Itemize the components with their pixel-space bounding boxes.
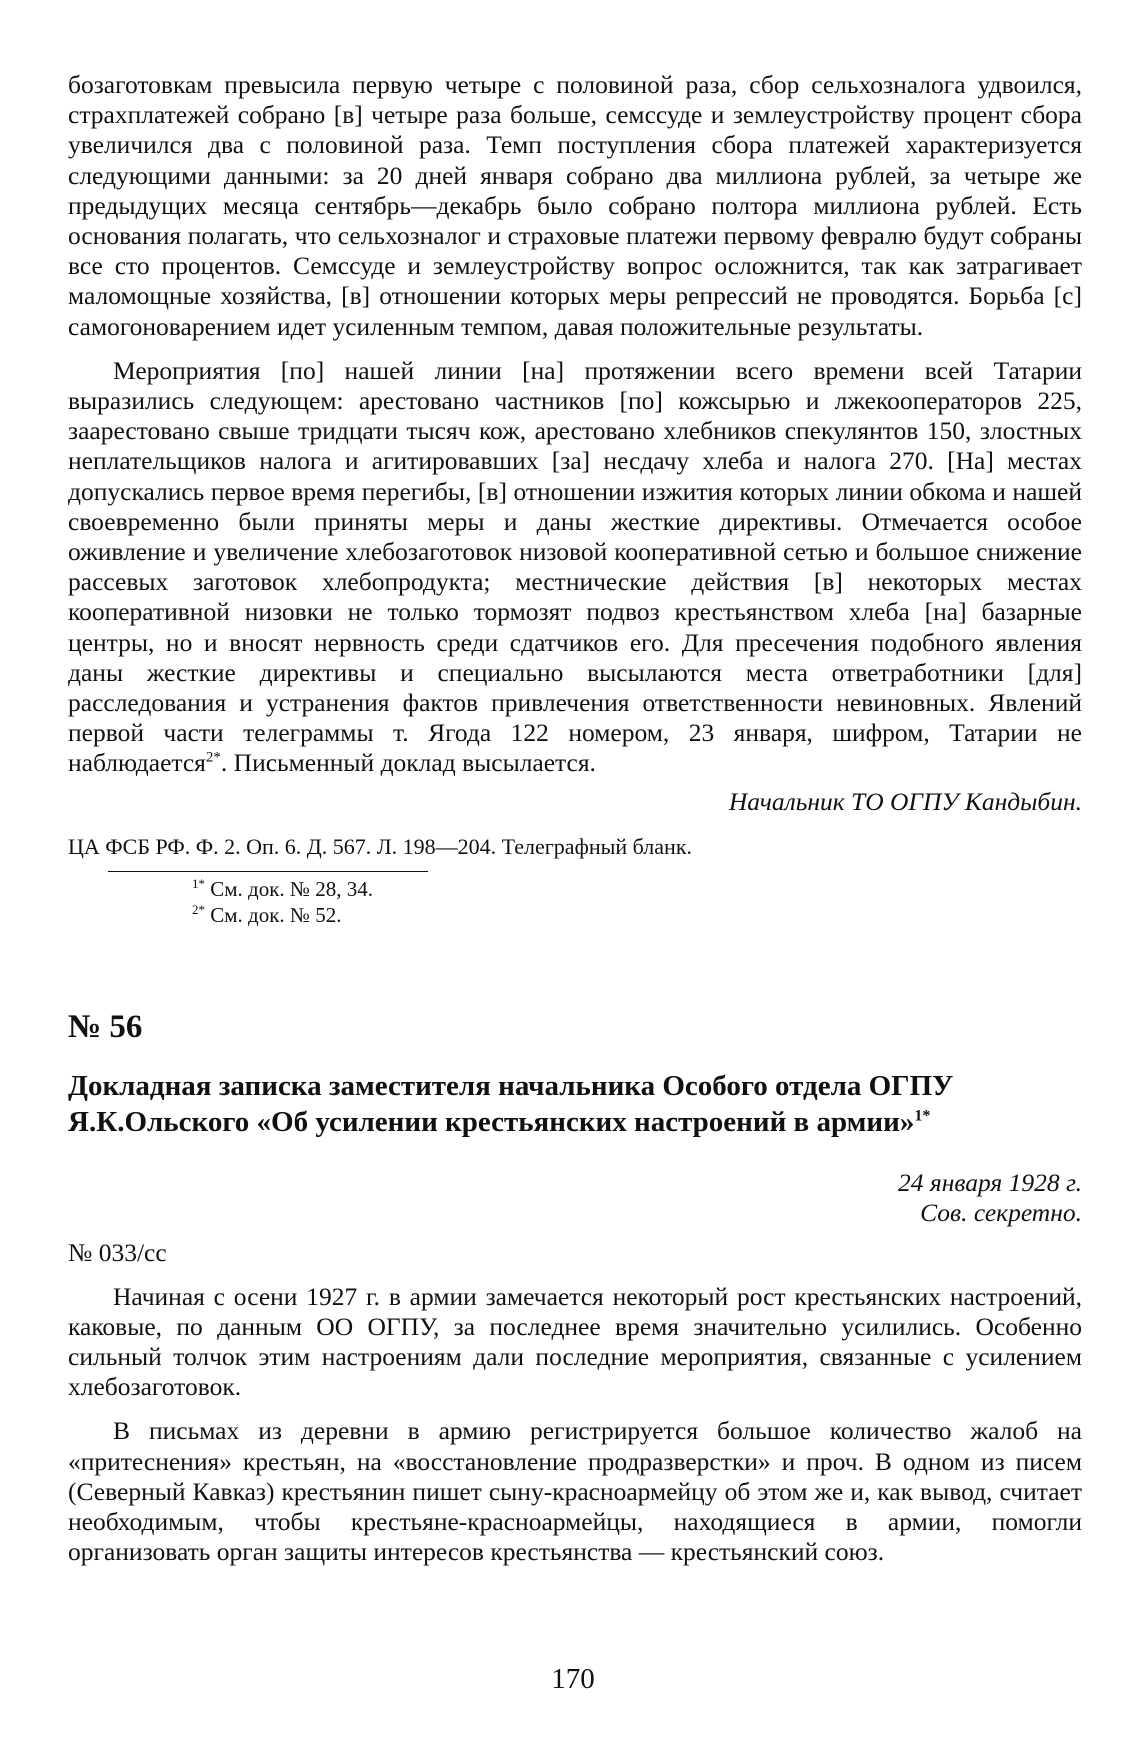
page-content xyxy=(68,70,1082,1568)
body-paragraph-1: бозаготовкам превысила первую четыре с половиной раза, сбор сельхозналога удвоился, страхплатежей собрано [в] четыре раза больше, семссуде и землеустройству процент сбора увеличился два с половиной раза. Темп поступления сбора платежей характеризуется следующими данными: за 20 дней января собрано два миллиона рублей, за четыре же предыдущих месяца сентябрь—декабрь было собрано полтора миллиона рублей. Есть основания полагать, что сельхозналог и страховые платежи первому февралю будут собраны все сто процентов. Семссуде и землеустройству вопрос осложнится, так как затрагивает маломощные хозяйства, [в] отношении которых меры репрессий не проводятся. Борьба [с] самогоноварением идет усиленным темпом, давая положительные результаты. xyxy=(68,70,1082,341)
document-title xyxy=(68,1068,1082,1140)
body-paragraph-2 xyxy=(68,356,1082,779)
footnote-ref: 2* xyxy=(205,749,221,766)
document-paragraph-2: В письмах из деревни в армию регистрируется большое количество жалоб на «притеснения» крестьян, на «восстановление продразверстки» и проч. В одном из писем (Северный Кавказ) крестьянин пишет сыну-красноармейцу об этом же и, как вывод, считает необходимым, чтобы крестьяне-красноармейцы, находящиеся в армии, помогли организовать орган защиты интересов крестьянства — крестьянский союз. xyxy=(68,1416,1082,1567)
document-reference: № 033/сс xyxy=(68,1237,167,1267)
footnote-item xyxy=(192,876,1082,902)
document-date: 24 января 1928 г. xyxy=(897,1167,1082,1197)
document-number: № 56 xyxy=(68,1008,143,1045)
body-paragraph-2-text: Мероприятия [по] нашей линии [на] протяжении всего времени всей Татарии выразились следующем: арестовано частников [по] кожсырью и лжекооператоров 225, заарестовано свыше тридцати тысяч кож, арестовано хлебников спекулянтов 150, злостных неплательщиков налога и агитировавших [за] несдачу хлеба и налога 270. [На] местах допускались первое время перегибы, [в] отношении изжития которых линии обкома и нашей своевременно были приняты меры и даны жесткие директивы. Отмечается особое оживление и увеличение хлебозаготовок низовой кооперативной сетью и большое снижение рассевых заготовок хлебопродукта; местнические действия [в] некоторых местах кооперативной низовки не только тормозят подвоз крестьянством хлеба [на] базарные центры, но и вносят нервность среди сдатчиков его. Для пресечения подобного явления даны жесткие директивы и специально высылаются места ответработники [для] расследования и устранения фактов привлечения ответственности невиновных. Явлений первой части телеграммы т. Ягода 122 номером, 23 января, шифром, Татарии не наблюдается xyxy=(68,355,1082,778)
footnote-text: См. док. № 28, 34. xyxy=(205,876,373,901)
footnote-text: См. док. № 52. xyxy=(205,902,342,927)
document-paragraph-1: Начиная с осени 1927 г. в армии замечается некоторый рост крестьянских настроений, каковые, по данным ОО ОГПУ, за последнее время значительно усилились. Особенно сильный толчок этим настроениям дали последние мероприятия, связанные с усилением хлебозаготовок. xyxy=(68,1281,1082,1402)
archive-source: ЦА ФСБ РФ. Ф. 2. Оп. 6. Д. 567. Л. 198—204. Телеграфный бланк. xyxy=(68,833,693,859)
page-number: 170 xyxy=(551,1663,595,1695)
signature: Начальник ТО ОГПУ Кандыбин. xyxy=(728,786,1082,816)
footnote-mark: 2* xyxy=(192,901,205,917)
footnote-item xyxy=(192,902,1082,928)
footnotes xyxy=(192,876,1082,928)
body-paragraph-2-end: . Письменный доклад высылается. xyxy=(220,748,596,778)
title-footnote-ref: 1* xyxy=(914,1107,931,1125)
classification: Сов. секретно. xyxy=(920,1197,1082,1227)
footnote-mark: 1* xyxy=(192,875,205,891)
footnote-divider xyxy=(108,871,428,872)
document-title-text: Докладная записка заместителя начальника Особого отдела ОГПУ Я.К.Ольского «Об усилении крестьянских настроений в армии» xyxy=(68,1069,954,1138)
date-block xyxy=(68,1168,1082,1228)
